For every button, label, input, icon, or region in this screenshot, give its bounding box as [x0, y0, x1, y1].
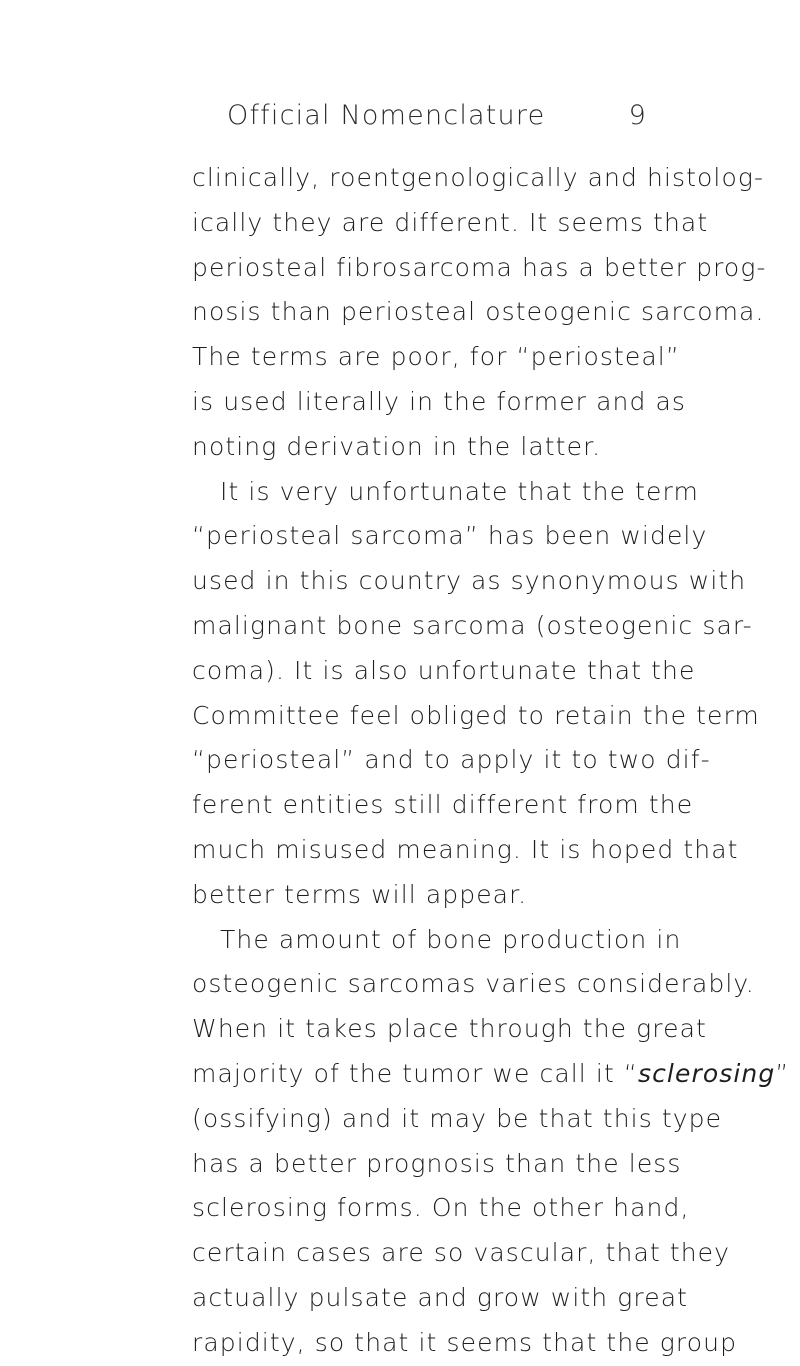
text-line: used in this country as synonymous with	[192, 566, 747, 596]
text-line: ically they are different. It seems that	[192, 207, 709, 237]
text-line: It is very unfortunate that the term	[220, 476, 699, 506]
text-line: “periosteal” and to apply it to two dif-	[192, 745, 711, 775]
page-number: 9	[628, 100, 647, 131]
text-line: coma). It is also unfortunate that the	[192, 655, 696, 685]
text-line: osteogenic sarcomas varies considerably.	[192, 969, 755, 999]
text-line: malignant bone sarcoma (osteogenic sar-	[192, 610, 753, 640]
text-line: rapidity, so that it seems that the group	[192, 1327, 738, 1357]
text-line: The amount of bone production in	[220, 924, 682, 954]
running-head	[187, 100, 647, 144]
text-line: nosis than periosteal osteogenic sarcoma.	[192, 297, 765, 327]
text-line: noting derivation in the latter.	[192, 431, 602, 461]
text-fragment: ”	[775, 1058, 790, 1088]
text-line: much misused meaning. It is hoped that	[192, 834, 739, 864]
text-line: (ossifying) and it may be that this type	[192, 1103, 723, 1133]
text-line: periosteal fibrosarcoma has a better prog-	[192, 252, 767, 282]
text-line: certain cases are so vascular, that they	[192, 1238, 731, 1268]
text-line: sclerosing forms. On the other hand,	[192, 1193, 690, 1223]
text-fragment: majority of the tumor we call it “	[192, 1058, 638, 1088]
body-text	[192, 156, 790, 1366]
text-line: Committee feel obliged to retain the term	[192, 700, 760, 730]
running-head-title: Official Nomenclature	[227, 100, 546, 131]
text-line: “periosteal sarcoma” has been widely	[192, 521, 708, 551]
text-line: ferent entities still different from the	[192, 790, 694, 820]
text-line	[192, 1052, 790, 1097]
text-line: better terms will appear.	[192, 879, 528, 909]
italic-term: sclerosing	[637, 1058, 776, 1088]
text-line: is used literally in the former and as	[192, 386, 687, 416]
text-line: clinically, roentgenologically and histolog-	[192, 163, 765, 192]
text-line: The terms are poor, for “periosteal”	[192, 342, 680, 372]
text-line: When it takes place through the great	[192, 1014, 707, 1044]
text-line: actually pulsate and grow with great	[192, 1282, 689, 1312]
text-line: has a better prognosis than the less	[192, 1148, 682, 1178]
